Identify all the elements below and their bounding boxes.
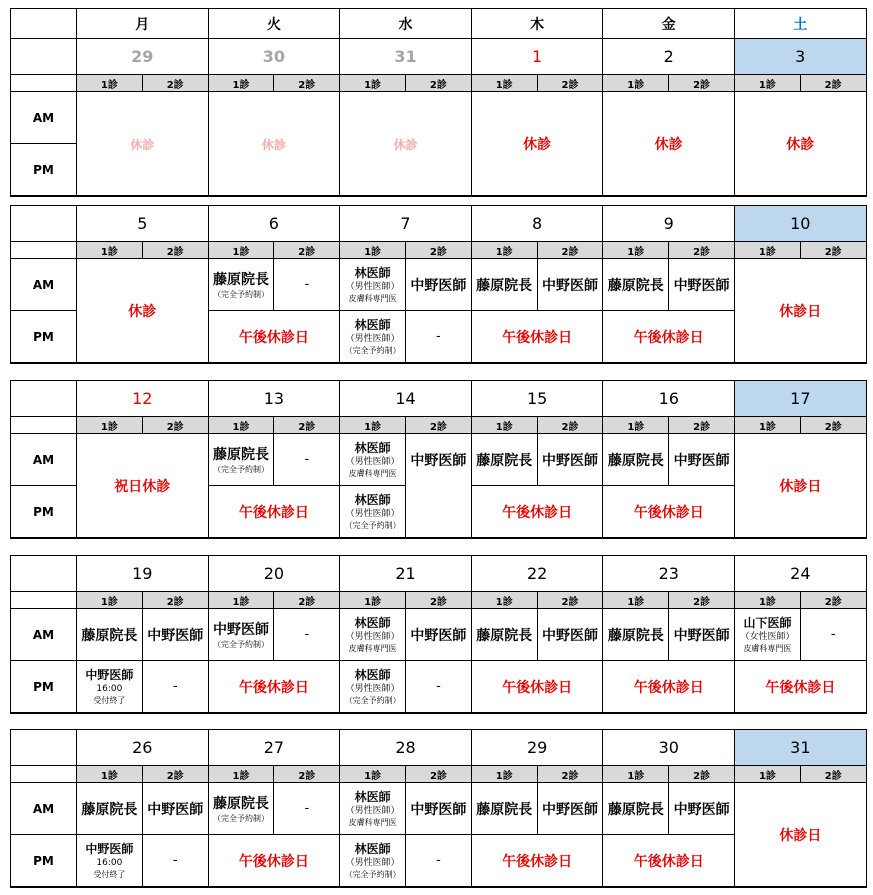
empty-slot: -	[406, 661, 472, 714]
date-row-label	[11, 206, 77, 242]
weekday-header-row	[11, 9, 867, 39]
slot-row	[11, 75, 867, 92]
date-cell: 13	[208, 381, 340, 417]
date-cell: 6	[208, 206, 340, 242]
slot-1: 1診	[208, 766, 274, 783]
slot-1: 1診	[471, 75, 537, 92]
doctor-cell: 藤原院長	[603, 783, 669, 835]
week-2-table	[10, 205, 867, 364]
slot-2: 2診	[406, 592, 472, 609]
slot-1: 1診	[340, 592, 406, 609]
slot-1: 1診	[77, 75, 143, 92]
date-cell: 26	[77, 730, 209, 766]
slot-2: 2診	[142, 766, 208, 783]
slot-1: 1診	[77, 592, 143, 609]
am-row	[11, 92, 867, 144]
date-cell: 1	[471, 39, 603, 75]
slot-1: 1診	[603, 766, 669, 783]
slot-1: 1診	[340, 766, 406, 783]
afternoon-closed-cell: 午後休診日	[735, 661, 867, 714]
weekday-fri: 金	[603, 9, 735, 39]
doctor-cell: 藤原院長 （完全予約制）	[208, 783, 274, 835]
date-cell: 15	[471, 381, 603, 417]
am-row	[11, 434, 867, 486]
doctor-cell: 中野医師	[537, 609, 603, 661]
empty-slot: -	[405, 311, 471, 364]
slot-row-label	[11, 75, 77, 92]
doctor-cell: 藤原院長	[77, 609, 143, 661]
slot-1: 1診	[734, 242, 800, 259]
empty-slot: -	[274, 434, 340, 486]
date-cell: 22	[471, 556, 603, 592]
slot-2: 2診	[537, 75, 603, 92]
doctor-cell: 藤原院長 （完全予約制）	[208, 259, 274, 311]
doctor-cell: 藤原院長	[471, 434, 537, 486]
closed-cell: 休診	[471, 92, 603, 197]
date-cell: 27	[208, 730, 340, 766]
doctor-cell: 藤原院長	[603, 434, 669, 486]
weekday-sat: 土	[734, 9, 866, 39]
afternoon-closed-cell: 午後休診日	[471, 311, 603, 364]
slot-1: 1診	[471, 592, 537, 609]
slot-2: 2診	[669, 242, 735, 259]
slot-1: 1診	[735, 592, 801, 609]
slot-2: 2診	[669, 417, 735, 434]
slot-2: 2診	[274, 242, 340, 259]
date-cell: 23	[603, 556, 735, 592]
slot-1: 1診	[735, 766, 801, 783]
doctor-cell: 林医師 （男性医師） （完全予約制）	[340, 661, 406, 714]
slot-2: 2診	[537, 417, 603, 434]
date-cell: 5	[77, 206, 209, 242]
slot-row-label	[11, 766, 77, 783]
doctor-cell: 中野医師	[405, 259, 471, 311]
doctor-cell: 中野医師	[537, 783, 603, 835]
date-cell-saturday: 31	[735, 730, 867, 766]
empty-slot: -	[142, 835, 208, 888]
date-cell: 20	[208, 556, 340, 592]
slot-2: 2診	[800, 592, 866, 609]
pm-label: PM	[11, 835, 77, 888]
doctor-cell: 中野医師 16:00 受付終了	[77, 835, 143, 888]
date-row	[11, 730, 867, 766]
slot-1: 1診	[340, 242, 406, 259]
slot-2: 2診	[800, 242, 866, 259]
date-row	[11, 556, 867, 592]
date-row-label	[11, 556, 77, 592]
slot-row	[11, 242, 867, 259]
doctor-cell: 林医師 （男性医師） （完全予約制）	[340, 311, 406, 364]
date-cell: 7	[340, 206, 472, 242]
doctor-cell: 林医師 （男性医師） 皮膚科専門医	[340, 434, 406, 486]
slot-2: 2診	[142, 75, 208, 92]
slot-2: 2診	[537, 242, 603, 259]
pm-label: PM	[11, 311, 77, 364]
empty-slot: -	[274, 783, 340, 835]
doctor-cell: 中野医師	[406, 783, 472, 835]
doctor-cell: 中野医師 （完全予約制）	[208, 609, 274, 661]
afternoon-closed-cell: 午後休診日	[471, 486, 603, 539]
date-cell: 28	[340, 730, 472, 766]
pm-row	[11, 661, 867, 714]
afternoon-closed-cell: 午後休診日	[603, 486, 735, 539]
slot-1: 1診	[471, 766, 537, 783]
slot-1: 1診	[208, 417, 274, 434]
date-cell: 14	[340, 381, 472, 417]
closed-day-cell: 休診日	[734, 259, 866, 364]
doctor-cell: 中野医師	[537, 434, 603, 486]
slot-2: 2診	[800, 75, 866, 92]
weekday-mon: 月	[77, 9, 209, 39]
closed-cell: 休診	[340, 92, 472, 197]
slot-row-label	[11, 242, 77, 259]
doctor-cell: 中野医師	[142, 783, 208, 835]
slot-2: 2診	[406, 417, 472, 434]
slot-row	[11, 417, 867, 434]
slot-2: 2診	[405, 75, 471, 92]
doctor-cell: 藤原院長	[471, 259, 537, 311]
slot-1: 1診	[471, 417, 537, 434]
date-cell: 29	[471, 730, 603, 766]
afternoon-closed-cell: 午後休診日	[603, 661, 735, 714]
slot-2: 2診	[800, 417, 866, 434]
empty-slot: -	[800, 609, 866, 661]
closed-cell: 休診	[77, 259, 209, 364]
slot-2: 2診	[669, 766, 735, 783]
date-cell: 30	[208, 39, 340, 75]
am-row	[11, 609, 867, 661]
am-label: AM	[11, 609, 77, 661]
slot-1: 1診	[77, 766, 143, 783]
doctor-cell: 藤原院長	[603, 259, 669, 311]
slot-1: 1診	[603, 592, 669, 609]
weekday-thu: 木	[471, 9, 603, 39]
am-label: AM	[11, 92, 77, 144]
date-cell: 16	[603, 381, 735, 417]
date-row-label	[11, 381, 77, 417]
afternoon-closed-cell: 午後休診日	[603, 835, 735, 888]
doctor-cell: 林医師 （男性医師） （完全予約制）	[340, 486, 406, 539]
doctor-cell: 中野医師	[669, 259, 735, 311]
afternoon-closed-cell: 午後休診日	[603, 311, 735, 364]
date-cell-saturday: 3	[734, 39, 866, 75]
closed-cell: 休診	[734, 92, 866, 197]
slot-2: 2診	[405, 242, 471, 259]
doctor-cell: 山下医師 （女性医師） 皮膚科専門医	[735, 609, 801, 661]
slot-2: 2診	[274, 592, 340, 609]
date-row-label	[11, 730, 77, 766]
slot-2: 2診	[800, 766, 866, 783]
date-row	[11, 381, 867, 417]
doctor-cell: 中野医師	[669, 609, 735, 661]
date-cell: 12	[77, 381, 209, 417]
date-cell: 19	[77, 556, 209, 592]
week-5-table	[10, 729, 867, 888]
slot-1: 1診	[735, 417, 801, 434]
date-row	[11, 39, 867, 75]
am-row	[11, 783, 867, 835]
slot-1: 1診	[734, 75, 800, 92]
am-row	[11, 259, 867, 311]
week-4-table	[10, 555, 867, 714]
doctor-cell: 中野医師	[406, 609, 472, 661]
doctor-cell: 中野医師	[669, 783, 735, 835]
header-blank	[11, 9, 77, 39]
empty-slot: -	[142, 661, 208, 714]
am-label: AM	[11, 434, 77, 486]
doctor-cell: 中野医師	[406, 434, 472, 539]
doctor-cell: 林医師 （男性医師） 皮膚科専門医	[340, 609, 406, 661]
slot-1: 1診	[603, 417, 669, 434]
empty-slot: -	[274, 609, 340, 661]
slot-2: 2診	[142, 592, 208, 609]
empty-slot: -	[274, 259, 340, 311]
slot-2: 2診	[274, 766, 340, 783]
afternoon-closed-cell: 午後休診日	[471, 661, 603, 714]
doctor-cell: 中野医師	[142, 609, 208, 661]
weekday-tue: 火	[208, 9, 340, 39]
am-label: AM	[11, 259, 77, 311]
am-label: AM	[11, 783, 77, 835]
slot-1: 1診	[471, 242, 537, 259]
doctor-cell: 中野医師 16:00 受付終了	[77, 661, 143, 714]
date-cell-saturday: 10	[734, 206, 866, 242]
slot-1: 1診	[340, 417, 406, 434]
slot-2: 2診	[274, 75, 340, 92]
date-row	[11, 206, 867, 242]
slot-row-label	[11, 592, 77, 609]
slot-2: 2診	[142, 417, 208, 434]
slot-1: 1診	[77, 242, 143, 259]
slot-2: 2診	[537, 592, 603, 609]
slot-1: 1診	[208, 592, 274, 609]
week-1-table	[10, 8, 867, 197]
slot-row	[11, 592, 867, 609]
doctor-cell: 林医師 （男性医師） 皮膚科専門医	[340, 783, 406, 835]
date-cell: 21	[340, 556, 472, 592]
date-cell: 29	[77, 39, 209, 75]
afternoon-closed-cell: 午後休診日	[208, 661, 340, 714]
closed-cell: 休診	[77, 92, 209, 197]
date-cell: 9	[603, 206, 735, 242]
date-cell: 2	[603, 39, 735, 75]
pm-label: PM	[11, 661, 77, 714]
afternoon-closed-cell: 午後休診日	[471, 835, 603, 888]
afternoon-closed-cell: 午後休診日	[208, 486, 340, 539]
doctor-cell: 藤原院長 （完全予約制）	[208, 434, 274, 486]
closed-day-cell: 休診日	[735, 783, 867, 888]
closed-day-cell: 休診日	[735, 434, 867, 539]
date-cell: 31	[340, 39, 472, 75]
doctor-cell: 中野医師	[537, 259, 603, 311]
doctor-cell: 藤原院長	[603, 609, 669, 661]
doctor-cell: 藤原院長	[471, 783, 537, 835]
doctor-cell: 藤原院長	[77, 783, 143, 835]
slot-1: 1診	[208, 242, 274, 259]
holiday-closed-cell: 祝日休診	[77, 434, 209, 539]
slot-1: 1診	[603, 242, 669, 259]
date-cell: 8	[471, 206, 603, 242]
slot-1: 1診	[77, 417, 143, 434]
pm-label: PM	[11, 486, 77, 539]
slot-2: 2診	[406, 766, 472, 783]
slot-1: 1診	[603, 75, 669, 92]
doctor-cell: 中野医師	[669, 434, 735, 486]
closed-cell: 休診	[208, 92, 340, 197]
week-3-table	[10, 380, 867, 539]
slot-row	[11, 766, 867, 783]
doctor-cell: 林医師 （男性医師） 皮膚科専門医	[340, 259, 406, 311]
weekday-wed: 水	[340, 9, 472, 39]
date-cell-saturday: 17	[735, 381, 867, 417]
empty-slot: -	[406, 835, 472, 888]
pm-label: PM	[11, 144, 77, 197]
date-cell: 30	[603, 730, 735, 766]
slot-2: 2診	[669, 592, 735, 609]
afternoon-closed-cell: 午後休診日	[208, 835, 340, 888]
slot-2: 2診	[537, 766, 603, 783]
slot-2: 2診	[142, 242, 208, 259]
slot-1: 1診	[340, 75, 406, 92]
date-cell: 24	[735, 556, 867, 592]
slot-1: 1診	[208, 75, 274, 92]
doctor-cell: 林医師 （男性医師） （完全予約制）	[340, 835, 406, 888]
slot-2: 2診	[669, 75, 735, 92]
slot-2: 2診	[274, 417, 340, 434]
date-row-label	[11, 39, 77, 75]
slot-row-label	[11, 417, 77, 434]
afternoon-closed-cell: 午後休診日	[208, 311, 340, 364]
doctor-cell: 藤原院長	[471, 609, 537, 661]
closed-cell: 休診	[603, 92, 735, 197]
